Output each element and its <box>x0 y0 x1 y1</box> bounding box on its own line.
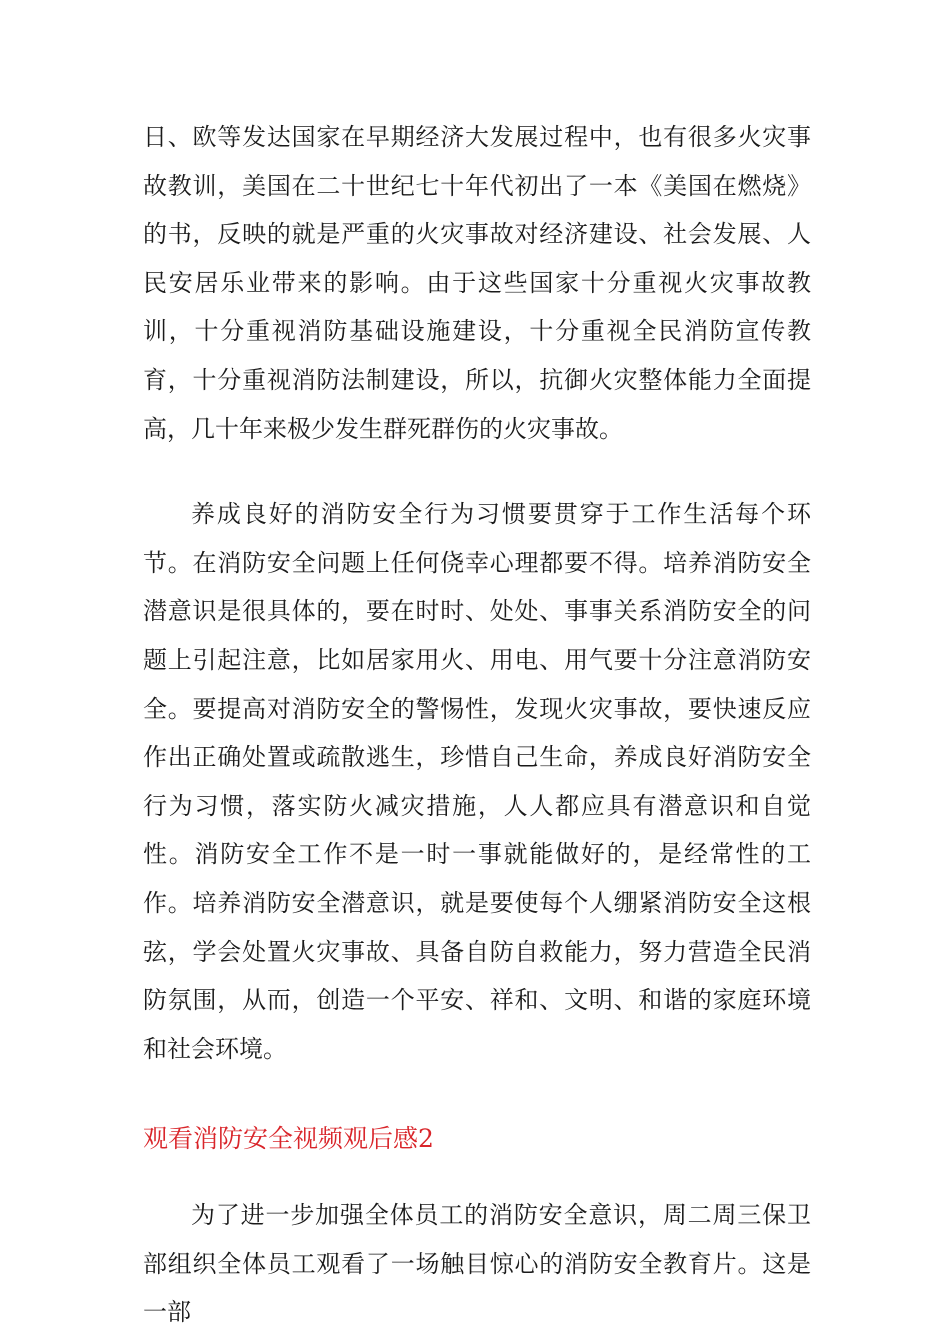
document-body <box>143 113 811 1337</box>
paragraph-video-intro: 为了进一步加强全体员工的消防安全意识，周二周三保卫部组织全体员工观看了一场触目惊心的消防安全教育片。这是一部 <box>143 1201 811 1327</box>
paragraph-fire-lessons: 日、欧等发达国家在早期经济大发展过程中，也有很多火灾事故教训，美国在二十世纪七十年代初出了一本《美国在燃烧》的书，反映的就是严重的火灾事故对经济建设、社会发展、人民安居乐业带来的影响。由于这些国家十分重视火灾事故教训，十分重视消防基础设施建设，十分重视全民消防宣传教育，十分重视消防法制建设，所以，抗御火灾整体能力全面提高，几十年来极少发生群死群伤的火灾事故。 <box>143 123 811 443</box>
section-heading: 观看消防安全视频观后感2 <box>143 1124 434 1154</box>
paragraph-safety-habits: 养成良好的消防安全行为习惯要贯穿于工作生活每个环节。在消防安全问题上任何侥幸心理都要不得。培养消防安全潜意识是很具体的，要在时时、处处、事事关系消防安全的问题上引起注意，比如居家用火、用电、用气要十分注意消防安全。要提高对消防安全的警惕性，发现火灾事故，要快速反应作出正确处置或疏散逃生，珍惜自己生命，养成良好消防安全行为习惯，落实防火减灾措施，人人都应具有潜意识和自觉性。消防安全工作不是一时一事就能做好的，是经常性的工作。培养消防安全潜意识，就是要使每个人绷紧消防安全这根弦，学会处置火灾事故、具备自防自救能力，努力营造全民消防氛围，从而，创造一个平安、祥和、文明、和谐的家庭环境和社会环境。 <box>143 500 811 1063</box>
